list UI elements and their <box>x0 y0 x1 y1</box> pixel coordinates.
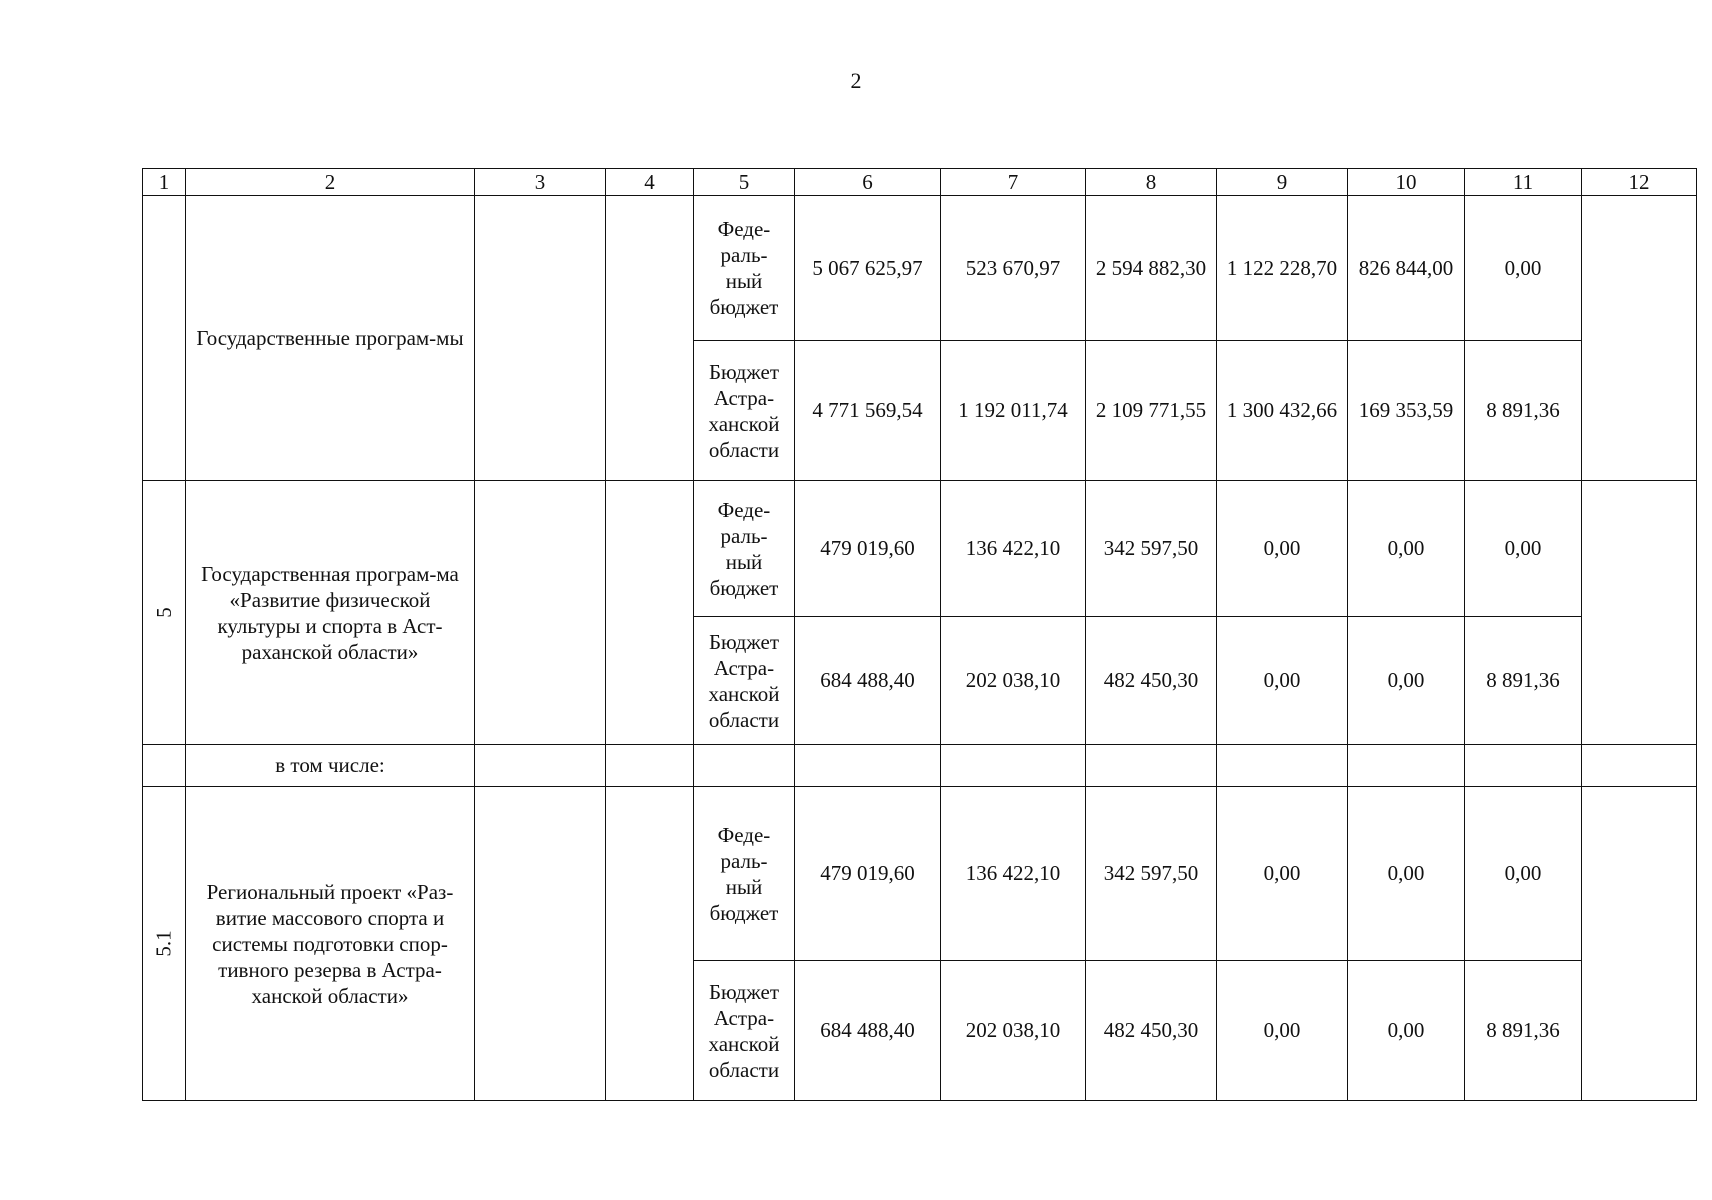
value-cell: 0,00 <box>1217 787 1348 961</box>
empty-cell <box>606 196 694 481</box>
value-cell: 0,00 <box>1465 196 1582 341</box>
empty-cell <box>143 745 186 787</box>
empty-cell <box>475 745 606 787</box>
value-cell: 1 192 011,74 <box>941 341 1086 481</box>
empty-cell <box>1582 787 1697 1101</box>
column-header: 5 <box>694 169 795 196</box>
value-cell: 0,00 <box>1348 481 1465 617</box>
empty-cell <box>694 745 795 787</box>
budget-table <box>142 168 1697 1101</box>
column-header: 12 <box>1582 169 1697 196</box>
column-header: 4 <box>606 169 694 196</box>
value-cell: 136 422,10 <box>941 481 1086 617</box>
value-cell: 482 450,30 <box>1086 961 1217 1101</box>
fund-source-regional: Бюджет Астра- ханской области <box>694 341 795 481</box>
empty-cell <box>1582 196 1697 481</box>
empty-cell <box>1348 745 1465 787</box>
row-name: Государственные програм-мы <box>186 196 475 481</box>
value-cell: 136 422,10 <box>941 787 1086 961</box>
value-cell: 0,00 <box>1465 787 1582 961</box>
row-name: Региональный проект «Раз-витие массового спорта и системы подготовки спор-тивного резерва в Астра-ханской области» <box>186 787 475 1101</box>
empty-cell <box>1465 745 1582 787</box>
empty-cell <box>795 745 941 787</box>
value-cell: 479 019,60 <box>795 481 941 617</box>
fund-source-federal: Феде- раль- ный бюджет <box>694 787 795 961</box>
value-cell: 0,00 <box>1217 961 1348 1101</box>
table-row <box>143 196 1697 341</box>
value-cell: 826 844,00 <box>1348 196 1465 341</box>
empty-cell <box>1582 745 1697 787</box>
value-cell: 684 488,40 <box>795 961 941 1101</box>
value-cell: 202 038,10 <box>941 617 1086 745</box>
value-cell: 1 122 228,70 <box>1217 196 1348 341</box>
column-header: 10 <box>1348 169 1465 196</box>
value-cell: 8 891,36 <box>1465 617 1582 745</box>
column-header: 2 <box>186 169 475 196</box>
value-cell: 2 109 771,55 <box>1086 341 1217 481</box>
empty-cell <box>475 196 606 481</box>
empty-cell <box>606 481 694 745</box>
fund-source-regional: Бюджет Астра- ханской области <box>694 617 795 745</box>
column-header: 11 <box>1465 169 1582 196</box>
value-cell: 0,00 <box>1217 481 1348 617</box>
value-cell: 0,00 <box>1348 617 1465 745</box>
column-header: 8 <box>1086 169 1217 196</box>
empty-cell <box>1217 745 1348 787</box>
value-cell: 479 019,60 <box>795 787 941 961</box>
empty-cell <box>1086 745 1217 787</box>
value-cell: 202 038,10 <box>941 961 1086 1101</box>
row-index: 5 <box>143 481 186 745</box>
column-number-row <box>143 169 1697 196</box>
value-cell: 342 597,50 <box>1086 481 1217 617</box>
page-number: 2 <box>850 68 862 93</box>
fund-source-regional: Бюджет Астра- ханской области <box>694 961 795 1101</box>
row-name: Государственная програм-ма «Развитие физической культуры и спорта в Аст-раханской области» <box>186 481 475 745</box>
fund-source-federal: Феде- раль- ный бюджет <box>694 481 795 617</box>
row-index: 5.1 <box>143 787 186 1101</box>
value-cell: 1 300 432,66 <box>1217 341 1348 481</box>
empty-cell <box>606 787 694 1101</box>
column-header: 6 <box>795 169 941 196</box>
value-cell: 0,00 <box>1348 787 1465 961</box>
value-cell: 5 067 625,97 <box>795 196 941 341</box>
value-cell: 0,00 <box>1217 617 1348 745</box>
column-header: 7 <box>941 169 1086 196</box>
value-cell: 342 597,50 <box>1086 787 1217 961</box>
row-index <box>143 196 186 481</box>
column-header: 9 <box>1217 169 1348 196</box>
value-cell: 2 594 882,30 <box>1086 196 1217 341</box>
table-row <box>143 481 1697 617</box>
empty-cell <box>475 481 606 745</box>
empty-cell <box>475 787 606 1101</box>
value-cell: 0,00 <box>1348 961 1465 1101</box>
value-cell: 0,00 <box>1465 481 1582 617</box>
subtotal-row <box>143 745 1697 787</box>
value-cell: 482 450,30 <box>1086 617 1217 745</box>
value-cell: 8 891,36 <box>1465 961 1582 1101</box>
column-header: 1 <box>143 169 186 196</box>
value-cell: 523 670,97 <box>941 196 1086 341</box>
subtotal-label: в том числе: <box>186 745 475 787</box>
value-cell: 8 891,36 <box>1465 341 1582 481</box>
table-row <box>143 787 1697 961</box>
column-header: 3 <box>475 169 606 196</box>
value-cell: 684 488,40 <box>795 617 941 745</box>
empty-cell <box>1582 481 1697 745</box>
fund-source-federal: Феде- раль- ный бюджет <box>694 196 795 341</box>
empty-cell <box>941 745 1086 787</box>
value-cell: 4 771 569,54 <box>795 341 941 481</box>
empty-cell <box>606 745 694 787</box>
value-cell: 169 353,59 <box>1348 341 1465 481</box>
